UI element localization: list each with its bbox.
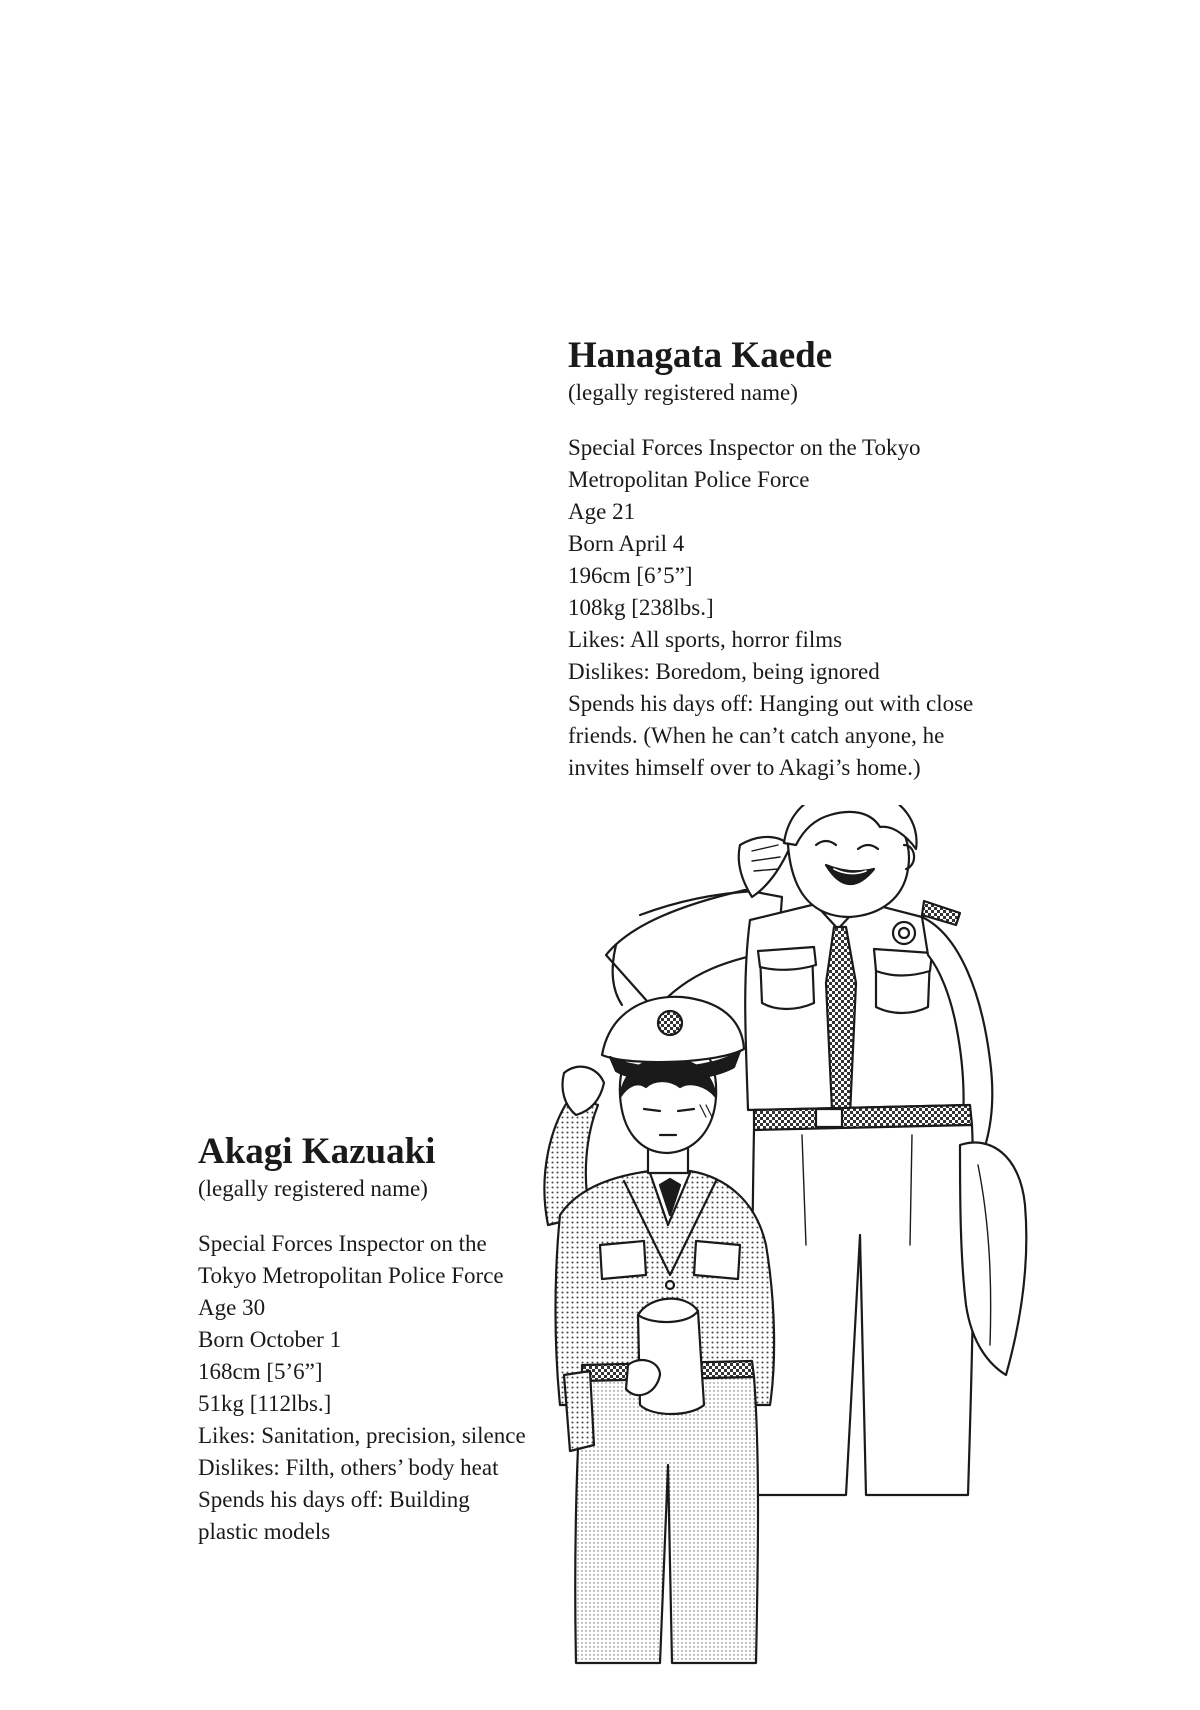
detail-line: Tokyo Metropolitan Police Force xyxy=(198,1263,504,1288)
detail-line: 196cm [6’5”] xyxy=(568,563,693,588)
detail-line: plastic models xyxy=(198,1519,331,1544)
detail-line: 108kg [238lbs.] xyxy=(568,595,714,620)
profile-details xyxy=(568,432,1088,784)
name-note: (legally registered name) xyxy=(568,380,798,405)
detail-line: Spends his days off: Hanging out with close xyxy=(568,691,974,716)
officers-illustration xyxy=(520,805,1080,1665)
detail-line: 168cm [5’6”] xyxy=(198,1359,323,1384)
detail-line: friends. (When he can’t catch anyone, he xyxy=(568,723,945,748)
detail-line: Age 30 xyxy=(198,1295,266,1320)
detail-line: Born April 4 xyxy=(568,531,685,556)
detail-line: Metropolitan Police Force xyxy=(568,467,810,492)
profile-hanagata-kaede xyxy=(568,334,1088,784)
profile-details xyxy=(198,1228,588,1548)
character-name: Akagi Kazuaki xyxy=(198,1131,436,1172)
name-note: (legally registered name) xyxy=(198,1176,428,1201)
detail-line: Age 21 xyxy=(568,499,636,524)
detail-line: invites himself over to Akagi’s home.) xyxy=(568,755,921,780)
detail-line: Dislikes: Filth, others’ body heat xyxy=(198,1455,499,1480)
detail-line: 51kg [112lbs.] xyxy=(198,1391,332,1416)
detail-line: Special Forces Inspector on the Tokyo xyxy=(568,435,921,460)
detail-line: Special Forces Inspector on the xyxy=(198,1231,487,1256)
character-name: Hanagata Kaede xyxy=(568,335,833,376)
detail-line: Dislikes: Boredom, being ignored xyxy=(568,659,880,684)
detail-line: Spends his days off: Building xyxy=(198,1487,470,1512)
profile-akagi-kazuaki xyxy=(198,1130,588,1548)
detail-line: Born October 1 xyxy=(198,1327,342,1352)
detail-line: Likes: All sports, horror films xyxy=(568,627,843,652)
detail-line: Likes: Sanitation, precision, silence xyxy=(198,1423,526,1448)
